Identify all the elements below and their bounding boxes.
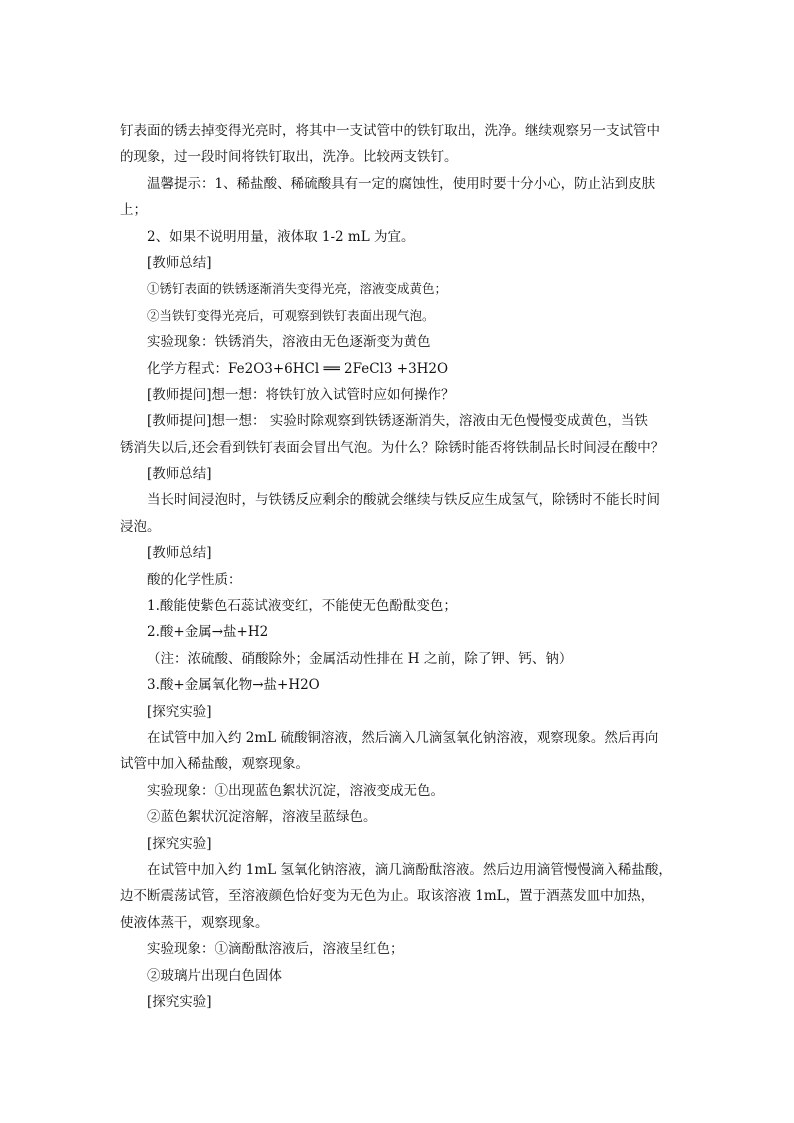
text-line: [教师提问]想一想：将铁钉放入试管时应如何操作？ xyxy=(147,386,455,403)
text-line: 3.酸+金属氧化物→盐+H2O xyxy=(147,677,320,694)
text-line: 在试管中加入约 1mL 氢氧化钠溶液，滴几滴酚酞溶液。然后边用滴管慢慢滴入稀盐酸， xyxy=(147,861,672,878)
text-line: 浸泡。 xyxy=(120,518,161,535)
text-line: [教师总结] xyxy=(147,466,212,483)
text-line: 钉表面的锈去掉变得光亮时，将其中一支试管中的铁钉取出，洗净。继续观察另一支试管中 xyxy=(120,123,660,139)
text-line: 温馨提示：1、稀盐酸、稀硫酸具有一定的腐蚀性，使用时要十分小心，防止沾到皮肤 xyxy=(147,175,656,192)
text-line: [探究实验] xyxy=(147,993,212,1010)
text-line: [教师总结] xyxy=(147,254,212,271)
text-line: [探究实验] xyxy=(147,835,212,852)
text-line: 1.酸能使紫色石蕊试液变红，不能使无色酚酞变色； xyxy=(147,598,457,615)
text-line: 试管中加入稀盐酸，观察现象。 xyxy=(120,756,309,773)
text-line: 实验现象：①滴酚酞溶液后，溶液呈红色； xyxy=(147,941,404,958)
text-line: 2、如果不说明用量，液体取 1-2 mL 为宜。 xyxy=(147,228,415,245)
text-line: [探究实验] xyxy=(147,703,212,720)
text-line: （注：浓硫酸、硝酸除外；金属活动性排在 H 之前，除了钾、钙、钠） xyxy=(147,650,573,667)
text-line: [教师总结] xyxy=(147,545,212,562)
text-line: 实验现象：①出现蓝色絮状沉淀，溶液变成无色。 xyxy=(147,782,444,799)
text-line: 边不断震荡试管，至溶液颜色恰好变为无色为止。取该溶液 1mL，置于酒蒸发皿中加热， xyxy=(120,888,655,905)
text-line: 实验现象：铁锈消失，溶液由无色逐渐变为黄色 xyxy=(147,334,431,351)
text-line: 的现象，过一段时间将铁钉取出，洗净。比较两支铁钉。 xyxy=(120,149,458,166)
document-body xyxy=(120,118,680,1015)
text-line: 锈消失以后,还会看到铁钉表面会冒出气泡。为什么？除锈时能否将铁制品长时间浸在酸中？ xyxy=(120,439,665,456)
text-line: 化学方程式：Fe2O3+6HCl ══ 2FeCl3 +3H2O xyxy=(147,360,449,377)
text-line: 2.酸+金属→盐+H2 xyxy=(147,624,269,641)
text-line: 酸的化学性质： xyxy=(147,571,242,588)
text-line: ②玻璃片出现白色固体 xyxy=(147,967,282,984)
text-line: 在试管中加入约 2mL 硫酸铜溶液，然后滴入几滴氢氧化钠溶液，观察现象。然后再向 xyxy=(147,729,659,746)
text-line: ②蓝色絮状沉淀溶解，溶液呈蓝绿色。 xyxy=(147,809,377,826)
text-line: 上； xyxy=(120,202,147,219)
text-line: [教师提问]想一想： 实验时除观察到铁锈逐渐消失，溶液由无色慢慢变成黄色，当铁 xyxy=(147,413,648,430)
text-line: 当长时间浸泡时，与铁锈反应剩余的酸就会继续与铁反应生成氢气，除锈时不能长时间 xyxy=(147,492,660,509)
text-line: 使液体蒸干，观察现象。 xyxy=(120,914,269,931)
text-line: ①锈钉表面的铁锈逐渐消失变得光亮，溶液变成黄色； xyxy=(147,281,448,297)
text-line: ②当铁钉变得光亮后，可观察到铁钉表面出现气泡。 xyxy=(147,307,435,323)
